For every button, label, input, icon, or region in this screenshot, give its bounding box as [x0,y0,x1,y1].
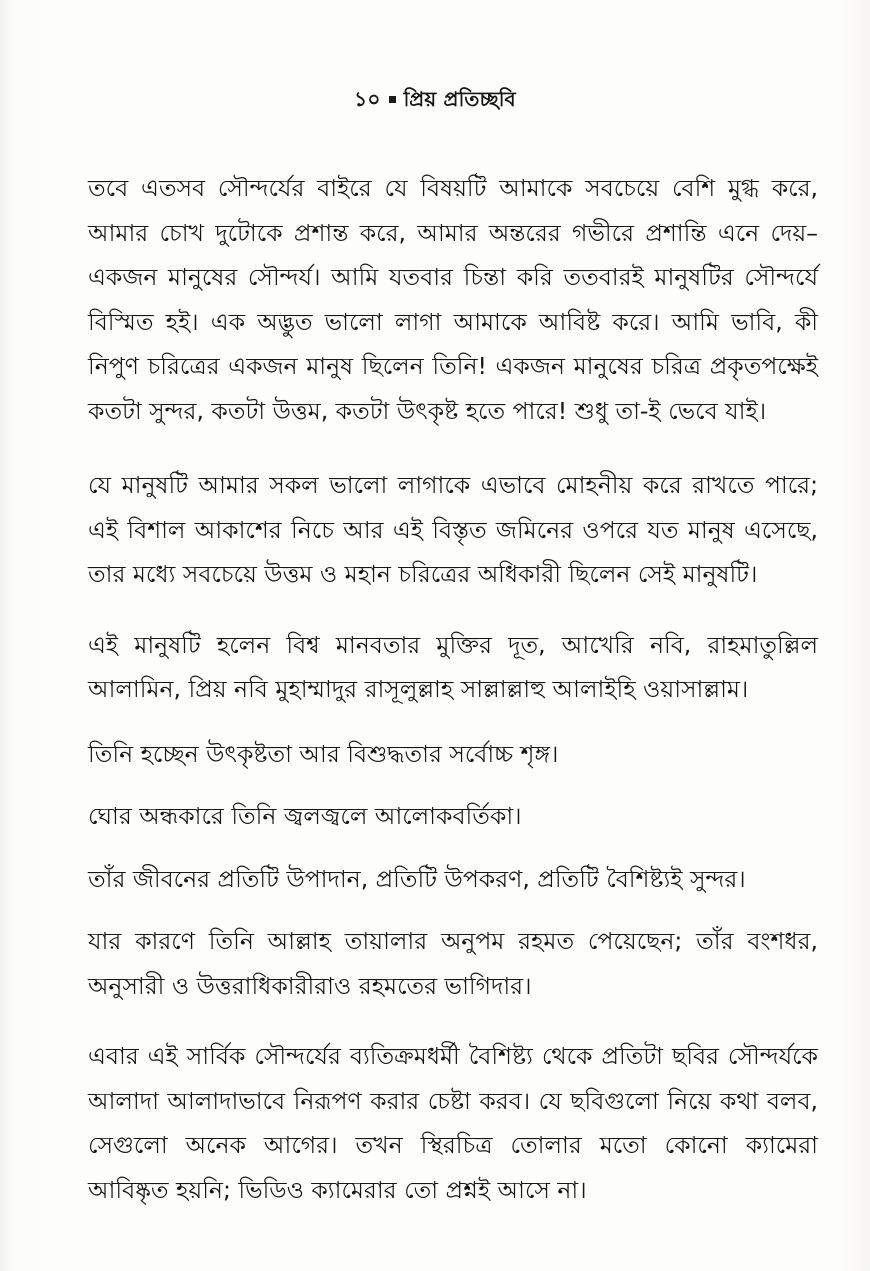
paragraph-3: এই মানুষটি হলেন বিশ্ব মানবতার মুক্তির দূত, আখেরি নবি, রাহমাতুল্লিল আলামিন, প্রিয় নবি মুহাম্মাদুর রাসূলুল্লাহ সাল্লাল্লাহু আলাইহি ওয়াসাল্লাম। [88,630,818,703]
book-title: প্রিয় প্রতিচ্ছবি [403,87,516,111]
page-header [0,82,870,116]
page-number: ১০ [354,87,381,111]
paragraph-2: যে মানুষটি আমার সকল ভালো লাগাকে এভাবে মোহনীয় করে রাখতে পারে; এই বিশাল আকাশের নিচে আর এই বিস্তৃত জমিনের ওপরে যত মানুষ এসেছে, তার মধ্যে সবচেয়ে উত্তম ও মহান চরিত্রের অধিকারী ছিলেন সেই মানুষটি। [88,471,818,588]
paragraph-5: ঘোর অন্ধকারে তিনি জ্বলজ্বলে আলোকবর্তিকা। [88,802,522,830]
body-text [88,166,818,1212]
paragraph-8: এবার এই সার্বিক সৌন্দর্যের ব্যতিক্রমধর্মী বৈশিষ্ট্য থেকে প্রতিটা ছবির সৌন্দর্যকে আলাদা আলাদাভাবে নিরূপণ করার চেষ্টা করব। যে ছবিগুলো নিয়ে কথা বলব, সেগুলো অনেক আগের। তখন স্থিরচিত্র তোলার মতো কোনো ক্যামেরা আবিষ্কৃত হয়নি; ভিডিও ক্যামেরার তো প্রশ্নই আসে না। [88,1042,818,1204]
paragraph-6: তাঁর জীবনের প্রতিটি উপাদান, প্রতিটি উপকরণ, প্রতিটি বৈশিষ্ট্যই সুন্দর। [88,864,746,893]
paragraph-4: তিনি হচ্ছেন উৎকৃষ্টতা আর বিশুদ্ধতার সর্বোচ্চ শৃঙ্গ। [88,739,559,768]
header-separator [389,96,396,103]
paragraph-7: যার কারণে তিনি আল্লাহ তায়ালার অনুপম রহমত পেয়েছেন; তাঁর বংশধর, অনুসারী ও উত্তরাধিকারীরাও রহমতের ভাগিদার। [88,927,818,1000]
paragraph-1: তবে এতসব সৌন্দর্যের বাইরে যে বিষয়টি আমাকে সবচেয়ে বেশি মুগ্ধ করে, আমার চোখ দুটোকে প্রশান্ত করে, আমার অন্তরের গভীরে প্রশান্তি এনে দেয়– একজন মানুষের সৌন্দর্য। আমি যতবার চিন্তা করি ততবারই মানুষটির সৌন্দর্যে বিস্মিত হই। এক অদ্ভুত ভালো লাগা আমাকে আবিষ্ট করে। আমি ভাবি, কী নিপুণ চরিত্রের একজন মানুষ ছিলেন তিনি! একজন মানুষের চরিত্র প্রকৃতপক্ষেই কতটা সুন্দর, কতটা উত্তম, কতটা উৎকৃষ্ট হতে পারে! শুধু তা-ই ভেবে যাই। [88,174,818,425]
